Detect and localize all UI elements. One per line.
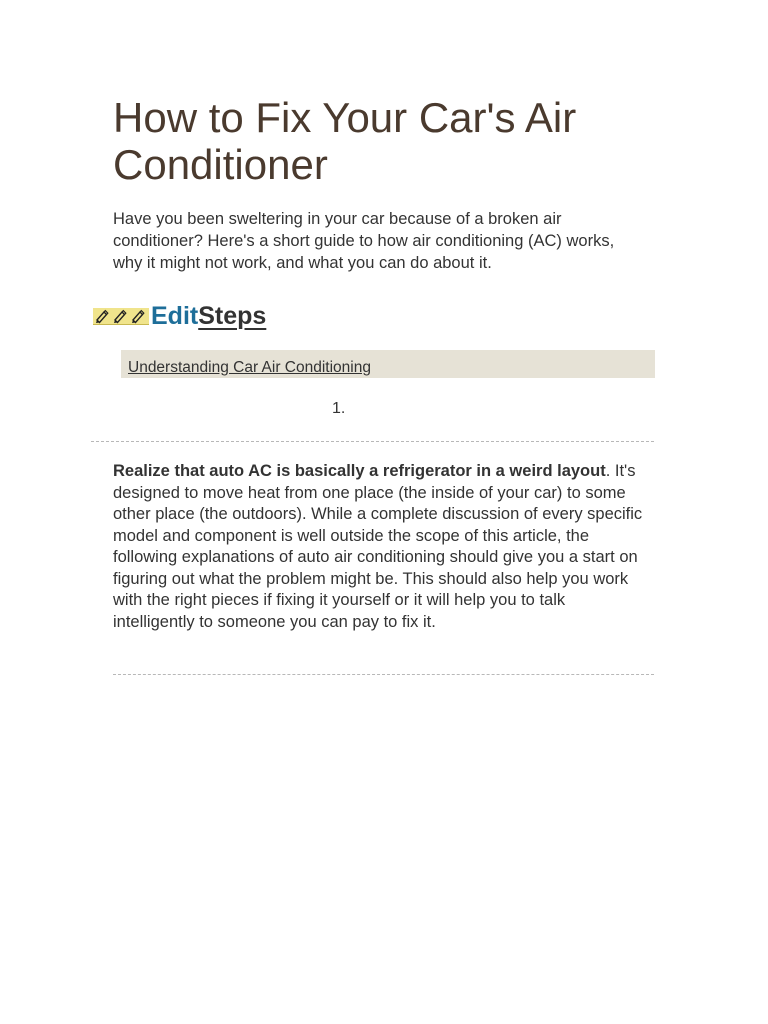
steps-heading: Steps bbox=[198, 301, 267, 330]
subsection-bar bbox=[121, 350, 655, 378]
page-title: How to Fix Your Car's Air Conditioner bbox=[113, 94, 577, 188]
step-number: 1. bbox=[332, 400, 346, 417]
edit-icons[interactable] bbox=[93, 308, 149, 325]
subsection-link-understanding-car-ac[interactable]: Understanding Car Air Conditioning bbox=[128, 359, 371, 376]
pencil-icon bbox=[93, 308, 111, 324]
pencil-icon bbox=[111, 308, 129, 324]
step-bold-text: Realize that auto AC is basically a refrigerator in a weird layout bbox=[113, 462, 606, 480]
edit-link[interactable]: Edit bbox=[151, 301, 199, 330]
divider bbox=[91, 441, 654, 442]
step-text bbox=[113, 461, 648, 633]
article-intro: Have you been sweltering in your car because of a broken air conditioner? Here's a short guide to how air conditioning (AC) works, why it might not work, and what you can do about it. bbox=[113, 210, 615, 272]
pencil-icon bbox=[129, 308, 147, 324]
divider bbox=[113, 674, 654, 675]
steps-section-header bbox=[93, 300, 266, 332]
step-body-text: . It's designed to move heat from one place (the inside of your car) to some other place (the outdoors). While a complete discussion of every specific model and component is well outside the scope of this article, the following explanations of auto air conditioning should give you a start on figuring out what the problem might be. This should also help you work with the right pieces if fixing it yourself or it will help you to talk intelligently to someone you can pay to fix it. bbox=[113, 462, 643, 631]
